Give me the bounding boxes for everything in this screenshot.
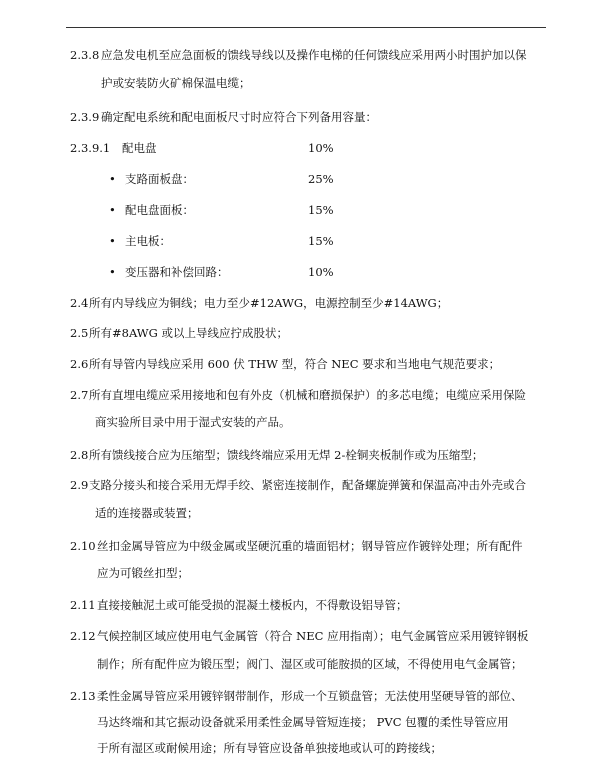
- bullet-icon: •: [109, 172, 116, 186]
- section-text-line: 马达终端和其它振动设备就采用柔性金属导管短连接； PVC 包覆的柔性导管应用: [97, 715, 509, 729]
- section-text-line: 制作；所有配件应为锻压型；阀门、湿区或可能胺损的区域，不得使用电气金属管；: [97, 657, 523, 671]
- bullet-icon: •: [109, 234, 116, 248]
- section-number: 2.3.9: [70, 110, 100, 124]
- section-text-line: 气候控制区域应使用电气金属管（符合 NEC 应用指南）；电气金属管应采用镀锌钢板: [97, 629, 529, 643]
- section-number: 2.7: [70, 388, 89, 402]
- section-number: 2.4: [70, 296, 89, 310]
- section-text-line: 柔性金属导管应采用镀锌钢带制作，形成一个互锁盘管；无法使用坚硬导管的部位、: [97, 689, 523, 703]
- item-label: 配电盘面板：: [125, 203, 194, 217]
- section-text-line: 于所有湿区或耐候用途；所有导管应设备单独接地或认可的跨接线；: [97, 741, 442, 755]
- item-value: 15%: [308, 203, 334, 217]
- section-text-line: 直接接触泥土或可能受损的混凝土楼板内，不得敷设铝导管；: [97, 598, 408, 612]
- section-text-line: 所有#8AWG 或以上导线应拧成股状；: [89, 326, 288, 340]
- section-number: 2.9: [70, 478, 89, 492]
- section-number: 2.5: [70, 326, 89, 340]
- item-label: 主电板：: [125, 234, 171, 248]
- section-text-line: 所有内导线应为铜线；电力至少#12AWG，电源控制至少#14AWG；: [89, 296, 449, 310]
- subsection-label: 配电盘: [122, 141, 157, 155]
- section-text-line: 所有导管内导线应采用 600 伏 THW 型，符合 NEC 要求和当地电气规范要求；: [89, 357, 501, 371]
- subsection-value: 10%: [308, 141, 334, 155]
- section-text-line: 商实验所目录中用于湿式安装的产品。: [95, 415, 291, 429]
- item-value: 15%: [308, 234, 334, 248]
- section-number: 2.3.8: [70, 48, 100, 62]
- bullet-icon: •: [109, 203, 116, 217]
- section-text-line: 应为可锻丝扣型；: [97, 566, 189, 580]
- section-text-line: 护或安装防火矿棉保温电缆；: [101, 76, 251, 90]
- section-text-line: 适的连接器或装置；: [95, 506, 199, 520]
- section-number: 2.6: [70, 357, 89, 371]
- header-rule: [66, 27, 546, 28]
- section-number: 2.12: [70, 629, 96, 643]
- section-number: 2.11: [70, 598, 96, 612]
- section-text-line: 确定配电系统和配电面板尺寸时应符合下列备用容量：: [101, 110, 377, 124]
- section-number: 2.13: [70, 689, 96, 703]
- section-text-line: 应急发电机至应急面板的馈线导线以及操作电梯的任何馈线应采用两小时围护加以保: [101, 48, 527, 62]
- section-number: 2.10: [70, 539, 96, 553]
- section-number: 2.8: [70, 448, 89, 462]
- section-text-line: 丝扣金属导管应为中级金属或坚硬沉重的墙面铝材；钢导管应作镀锌处理；所有配件: [97, 539, 523, 553]
- item-label: 变压器和补偿回路：: [125, 265, 229, 279]
- item-label: 支路面板盘：: [125, 172, 194, 186]
- subsection-number: 2.3.9.1: [70, 141, 111, 155]
- bullet-icon: •: [109, 265, 116, 279]
- section-text-line: 所有直埋电缆应采用接地和包有外皮（机械和磨损保护）的多芯电缆；电缆应采用保险: [89, 388, 526, 402]
- item-value: 10%: [308, 265, 334, 279]
- item-value: 25%: [308, 172, 334, 186]
- section-text-line: 支路分接头和接合采用无焊手绞、紧密连接制作，配备螺旋弹簧和保温高冲击外壳或合: [89, 478, 526, 492]
- section-text-line: 所有馈线接合应为压缩型；馈线终端应采用无焊 2-栓铜夹板制作或为压缩型；: [89, 448, 484, 462]
